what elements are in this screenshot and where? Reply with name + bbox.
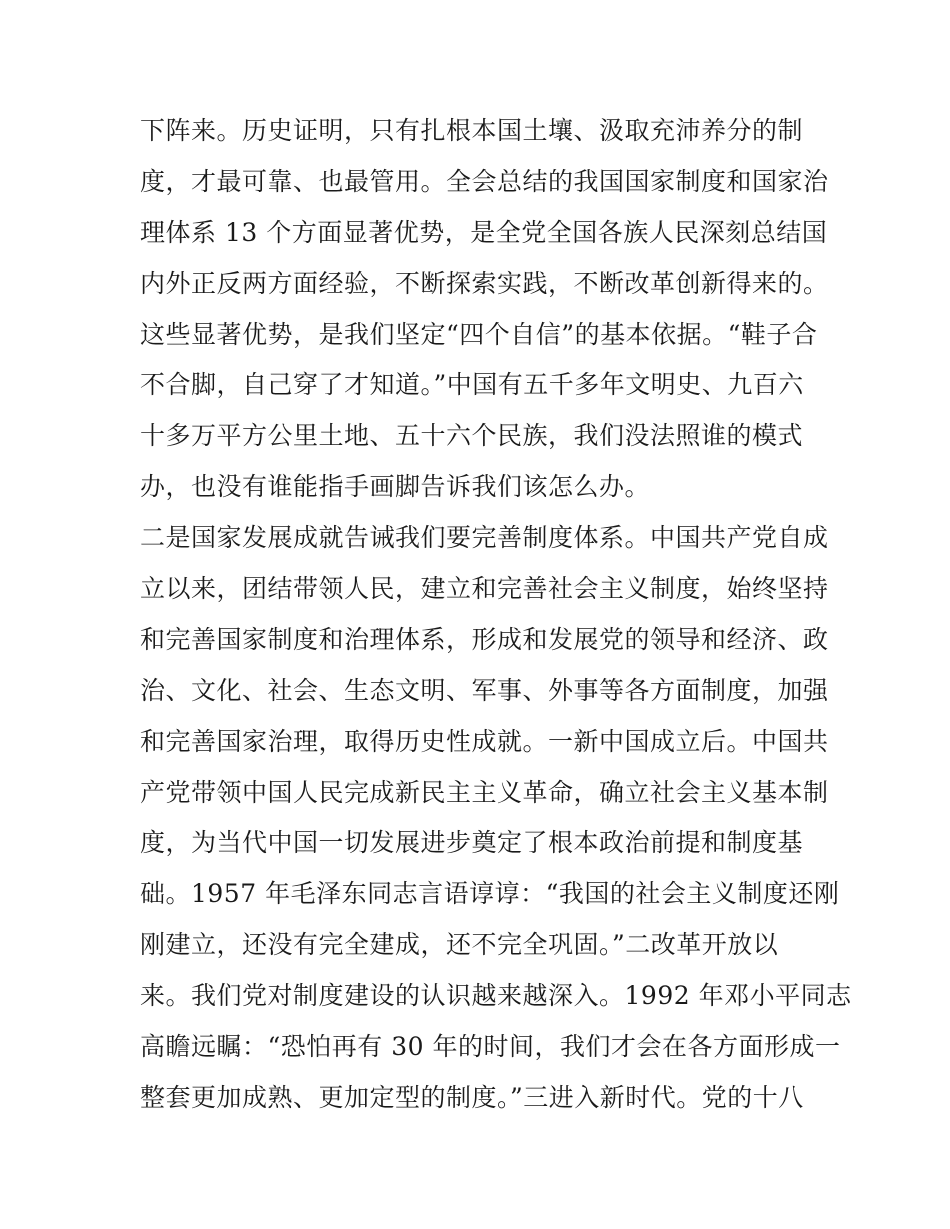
text-line-3: 理体系 13 个方面显著优势，是全党全国各族人民深刻总结国 [140,217,828,247]
text-line-6: 不合脚，自己穿了才知道。”中国有五千多年文明史、九百六 [140,370,804,400]
text-line-17: 刚建立，还没有完全建成，还不完全巩固。”二改革开放以 [140,930,779,960]
text-line-1: 下阵来。历史证明，只有扎根本国土壤、汲取充沛养分的制 [140,116,804,145]
text-line-13: 和完善国家治理，取得历史性成就。一新中国成立后。中国共 [140,726,829,756]
text-line-9: 二是国家发展成就告诫我们要完善制度体系。中国共产党自成 [140,523,829,553]
text-line-2: 度，才最可靠、也最管用。全会总结的我国国家制度和国家治 [140,166,829,196]
body-text [140,106,852,1124]
text-line-14: 产党带领中国人民完成新民主主义革命，确立社会主义基本制 [140,777,829,807]
text-line-11: 和完善国家制度和治理体系，形成和发展党的领导和经济、政 [140,624,829,654]
text-line-8: 办，也没有谁能指手画脚告诉我们该怎么办。 [140,472,651,502]
text-line-7: 十多万平方公里土地、五十六个民族，我们没法照谁的模式 [140,421,804,451]
text-line-5: 这些显著优势，是我们坚定“四个自信”的基本依据。“鞋子合 [140,319,818,349]
text-line-15: 度，为当代中国一切发展进步奠定了根本政治前提和制度基 [140,828,804,858]
text-line-12: 治、文化、社会、生态文明、军事、外事等各方面制度，加强 [140,675,829,705]
text-line-4: 内外正反两方面经验，不断探索实践，不断改革创新得来的。 [140,268,829,298]
text-line-20: 整套更加成熟、更加定型的制度。”三进入新时代。党的十八 [140,1082,804,1112]
text-line-19: 高瞻远瞩：“恐怕再有 30 年的时间，我们才会在各方面形成一 [140,1032,841,1062]
text-line-18: 来。我们党对制度建设的认识越来越深入。1992 年邓小平同志 [140,981,852,1011]
text-line-16: 础。1957 年毛泽东同志言语谆谆：“我国的社会主义制度还刚 [140,879,840,909]
text-line-10: 立以来，团结带领人民，建立和完善社会主义制度，始终坚持 [140,574,829,604]
